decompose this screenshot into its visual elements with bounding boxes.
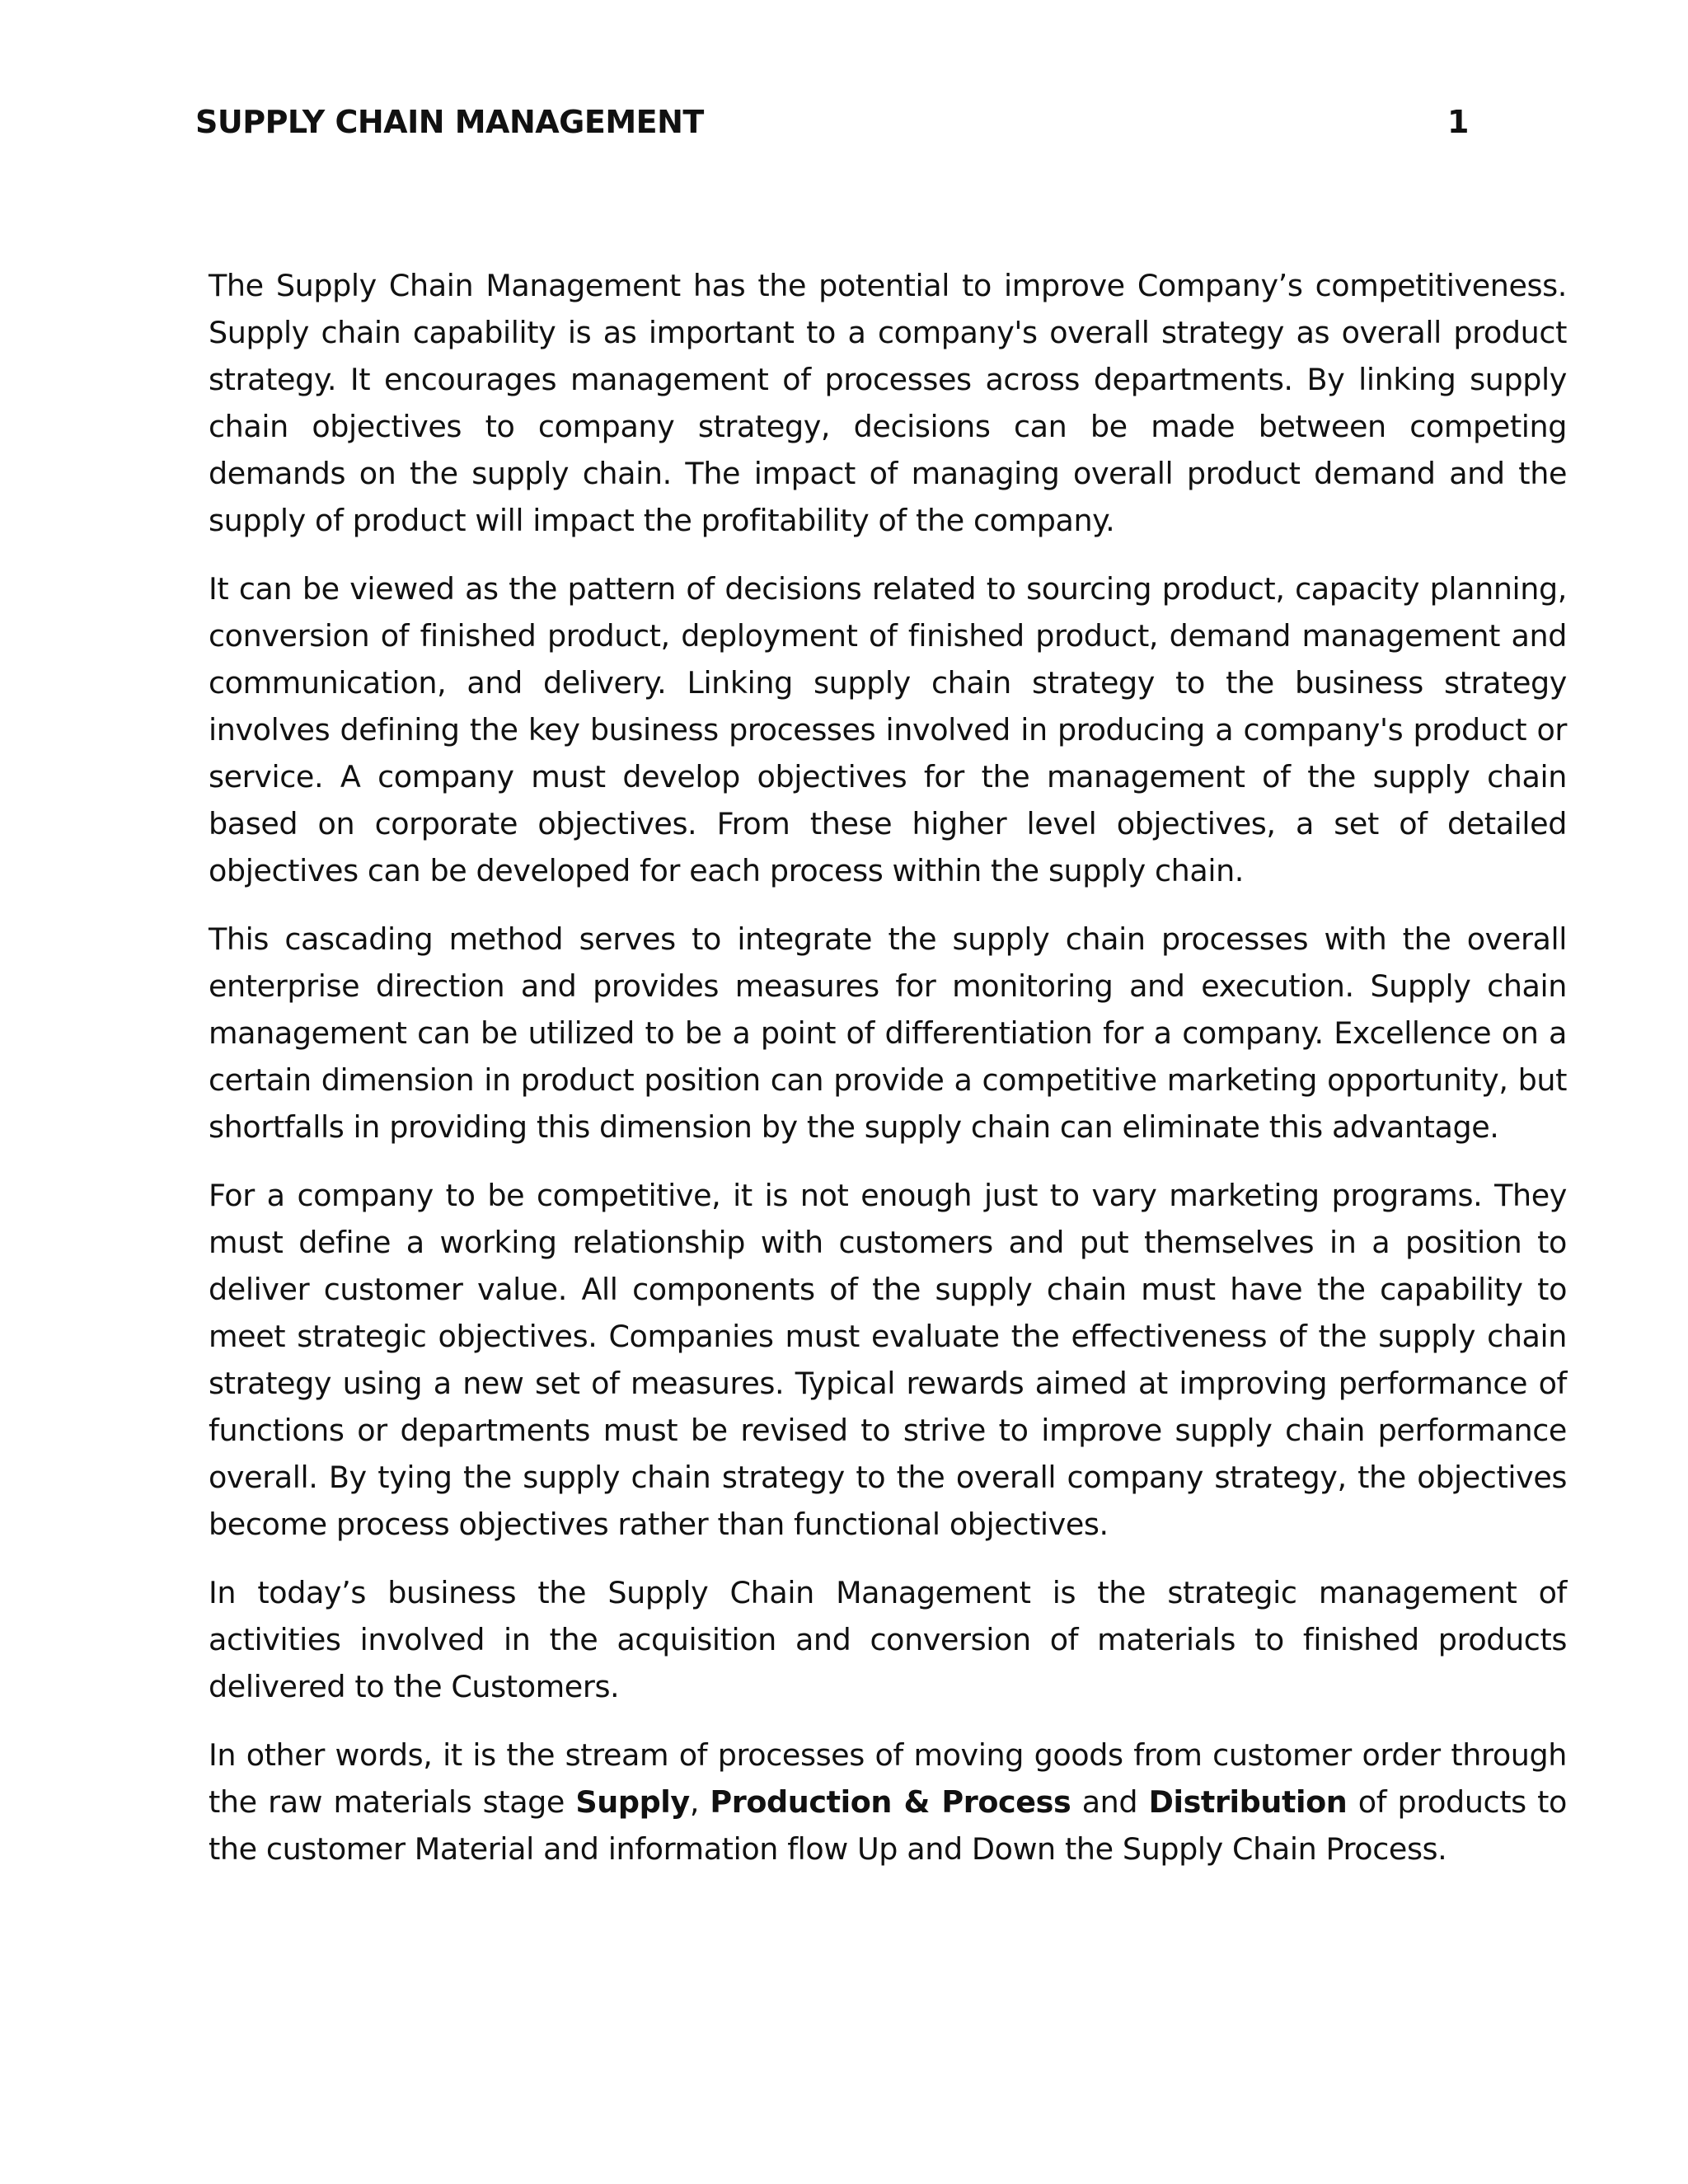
- paragraph-5: In today’s business the Supply Chain Management is the strategic management of activities involved in the acquisition and conversion of materials to finished products delivered to the Customers.: [209, 1575, 1567, 1704]
- bold-term-distribution: Distribution: [1148, 1784, 1348, 1820]
- paragraph-6-text-a: In other words, it is the stream of processes of moving goods from customer order through the raw materials stage: [209, 1737, 1567, 1820]
- paragraph-2: It can be viewed as the pattern of decisions related to sourcing product, capacity planning, conversion of finished product, deployment of finished product, demand management and communication, and delivery. Linking supply chain strategy to the business strategy involves defining the key business processes involved in producing a company's product or service. A company must develop objectives for the management of the supply chain based on corporate objectives. From these higher level objectives, a set of detailed objectives can be developed for each process within the supply chain.: [209, 571, 1567, 888]
- document-body: [209, 262, 1567, 1894]
- bold-term-supply: Supply: [575, 1784, 690, 1820]
- paragraph-6: [209, 1732, 1567, 1872]
- paragraph-1: The Supply Chain Management has the potential to improve Company’s competitiveness. Supply chain capability is as important to a company's overall strategy as overall product strategy. It encourages management of processes across departments. By linking supply chain objectives to company strategy, decisions can be made between competing demands on the supply chain. The impact of managing overall product demand and the supply of product will impact the profitability of the company.: [209, 268, 1567, 538]
- header-title: SUPPLY CHAIN MANAGEMENT: [195, 104, 704, 140]
- paragraph-3: This cascading method serves to integrate the supply chain processes with the overall enterprise direction and provides measures for monitoring and execution. Supply chain management can be utilized to be a point of differentiation for a company. Excellence on a certain dimension in product position can provide a competitive marketing opportunity, but shortfalls in providing this dimension by the supply chain can eliminate this advantage.: [209, 921, 1567, 1145]
- paragraph-6-text-d: of products to the customer Material and information flow Up and Down the Supply Chain Process.: [209, 1784, 1567, 1867]
- paragraph-6-text-b: ,: [689, 1784, 710, 1820]
- paragraph-6-text-c: and: [1071, 1784, 1149, 1820]
- paragraph-4: For a company to be competitive, it is not enough just to vary marketing programs. They must define a working relationship with customers and put themselves in a position to deliver customer value. All components of the supply chain must have the capability to meet strategic objectives. Companies must evaluate the effectiveness of the supply chain strategy using a new set of measures. Typical rewards aimed at improving performance of functions or departments must be revised to strive to improve supply chain performance overall. By tying the supply chain strategy to the overall company strategy, the objectives become process objectives rather than functional objectives.: [209, 1178, 1567, 1542]
- page-number: 1: [1447, 104, 1469, 140]
- bold-term-production-process: Production & Process: [710, 1784, 1071, 1820]
- running-header: [195, 97, 1469, 147]
